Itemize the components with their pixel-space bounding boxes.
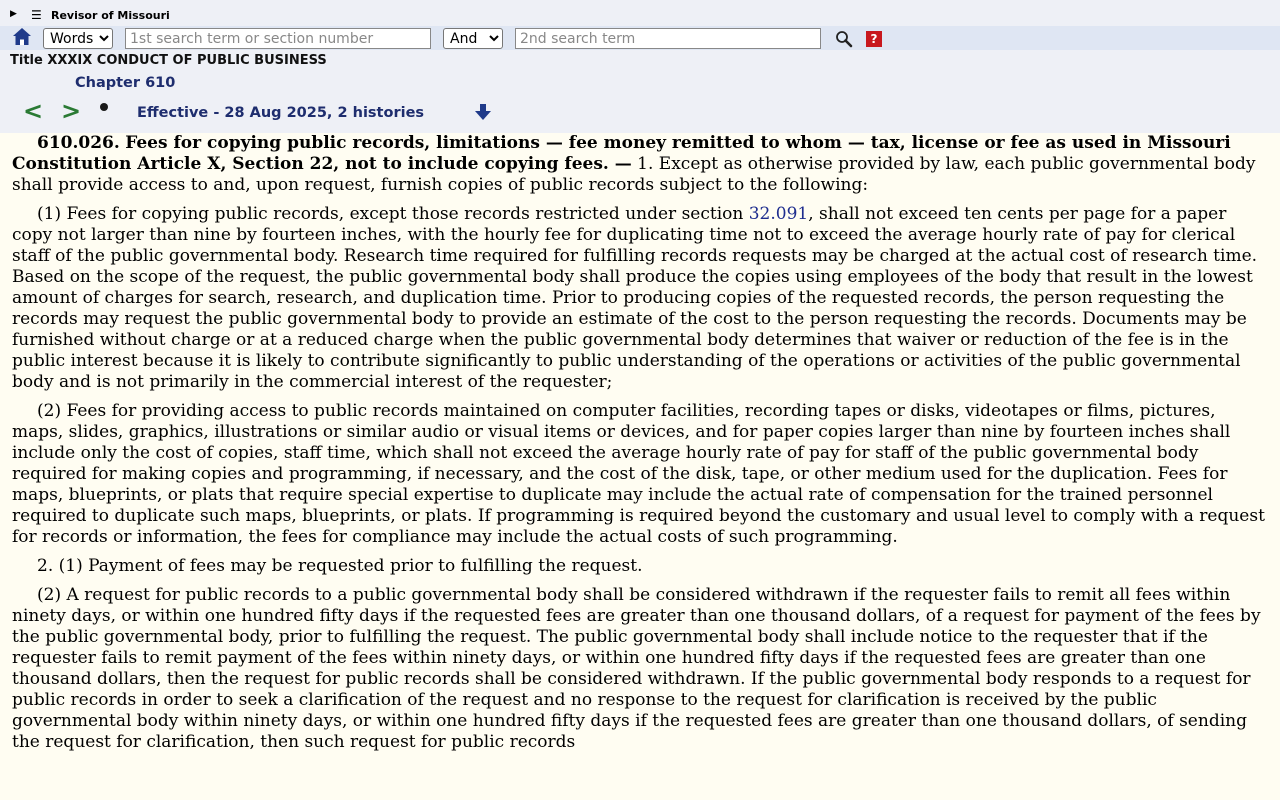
search-type-select[interactable] — [43, 28, 113, 49]
next-section-button[interactable]: > — [61, 97, 82, 125]
paragraph-text: , shall not exceed ten cents per page for a paper copy not larger than nine by fourteen inches, with the hourly fee for duplicating time not to exceed the average hourly rate of pay for clerical staff of the public governmental body. Research time required for fulfilling records requests may be charged at the actual cost of research time. Based on the scope of the request, the public governmental body shall produce the copies using employees of the body that result in the lowest amount of charges for search, research, and duplication time. Prior to producing copies of the requested records, the person requesting the records may request the public governmental body to provide an estimate of the cost to the person requesting the records. Documents may be furnished without charge or at a reduced charge when the public governmental body determines that waiver or reduction of the fee is in the public interest because it is likely to contribute significantly to public understanding of the operations or activities of the public governmental body and is not primarily in the commercial interest of the requester; — [12, 204, 1258, 392]
previous-section-button[interactable]: < — [23, 97, 44, 125]
current-section-dot-icon[interactable] — [100, 103, 108, 111]
section-paragraph-2 — [12, 204, 1270, 393]
section-paragraph-5: (2) A request for public records to a public governmental body shall be considered withdrawn if the requester fails to remit all fees within ninety days, or within one hundred fifty days if the requested fees are greater than one thousand dollars, of a request for payment of the fees by the public governmental body, prior to fulfilling the request. The public governmental body shall include notice to the requester that if the requester fails to remit payment of the fees within ninety days, or within one hundred fifty days if the requested fees are greater than one thousand dollars, then the request for public records shall be considered withdrawn. If the public governmental body responds to a request for public records in order to seek a clarification of the request and no response to the request for clarification is received by the public governmental body within ninety days, or within one hundred fifty days if the requested fees are greater than one thousand dollars, of sending the request for clarification, then such request for public records — [12, 585, 1261, 752]
effective-date-histories[interactable]: Effective - 28 Aug 2025, 2 histories — [137, 105, 425, 121]
title-breadcrumb[interactable]: Title XXXIX CONDUCT OF PUBLIC BUSINESS — [10, 53, 327, 68]
search-bar — [0, 26, 1280, 50]
boolean-operator-select[interactable] — [443, 28, 503, 49]
help-icon[interactable]: ? — [866, 31, 882, 47]
section-paragraph-4: 2. (1) Payment of fees may be requested prior to fulfilling the request. — [37, 556, 643, 576]
home-icon[interactable] — [11, 26, 33, 48]
second-search-term-input[interactable] — [515, 28, 821, 49]
first-search-term-input[interactable] — [125, 28, 431, 49]
site-header — [0, 0, 1280, 133]
chapter-link[interactable]: Chapter 610 — [75, 75, 176, 91]
section-heading: Fees for copying public records, limitations — fee money remitted to whom — tax, license or fee as used in Missouri Constitution Article X, Section 22, not to include copying fees. — — [12, 133, 1231, 174]
section-paragraph-1 — [12, 133, 1270, 196]
section-number: 610.026. — [37, 133, 120, 153]
site-name[interactable]: Revisor of Missouri — [51, 9, 170, 22]
statute-text — [12, 133, 1270, 761]
down-arrow-icon[interactable] — [475, 103, 491, 121]
section-paragraph-3: (2) Fees for providing access to public records maintained on computer facilities, recording tapes or disks, videotapes or films, pictures, maps, slides, graphics, illustrations or similar audio or visual items or devices, and for paper copies larger than nine by fourteen inches shall include only the cost of copies, staff time, which shall not exceed the average hourly rate of pay for staff of the public governmental body required for making copies and programming, if necessary, and the cost of the disk, tape, or other medium used for the duplication. Fees for maps, blueprints, or plats that require special expertise to duplicate may include the actual rate of compensation for the trained personnel required to duplicate such maps, blueprints, or plats. If programming is required beyond the customary and usual level to comply with a request for records or information, the fees for compliance may include the actual costs of such programming. — [12, 401, 1265, 547]
subsection-1-intro: 1. Except as otherwise provided by law, each public governmental body shall provide access to and, upon request, furnish copies of public records subject to the following: — [12, 154, 1256, 195]
expand-triangle-icon[interactable]: ▶ — [10, 9, 17, 19]
paragraph-text: (1) Fees for copying public records, except those records restricted under section — [37, 204, 749, 224]
magnifier-icon[interactable] — [835, 30, 853, 48]
hamburger-menu-icon[interactable]: ☰ — [31, 8, 42, 22]
section-32-091-link[interactable]: 32.091 — [748, 204, 809, 224]
